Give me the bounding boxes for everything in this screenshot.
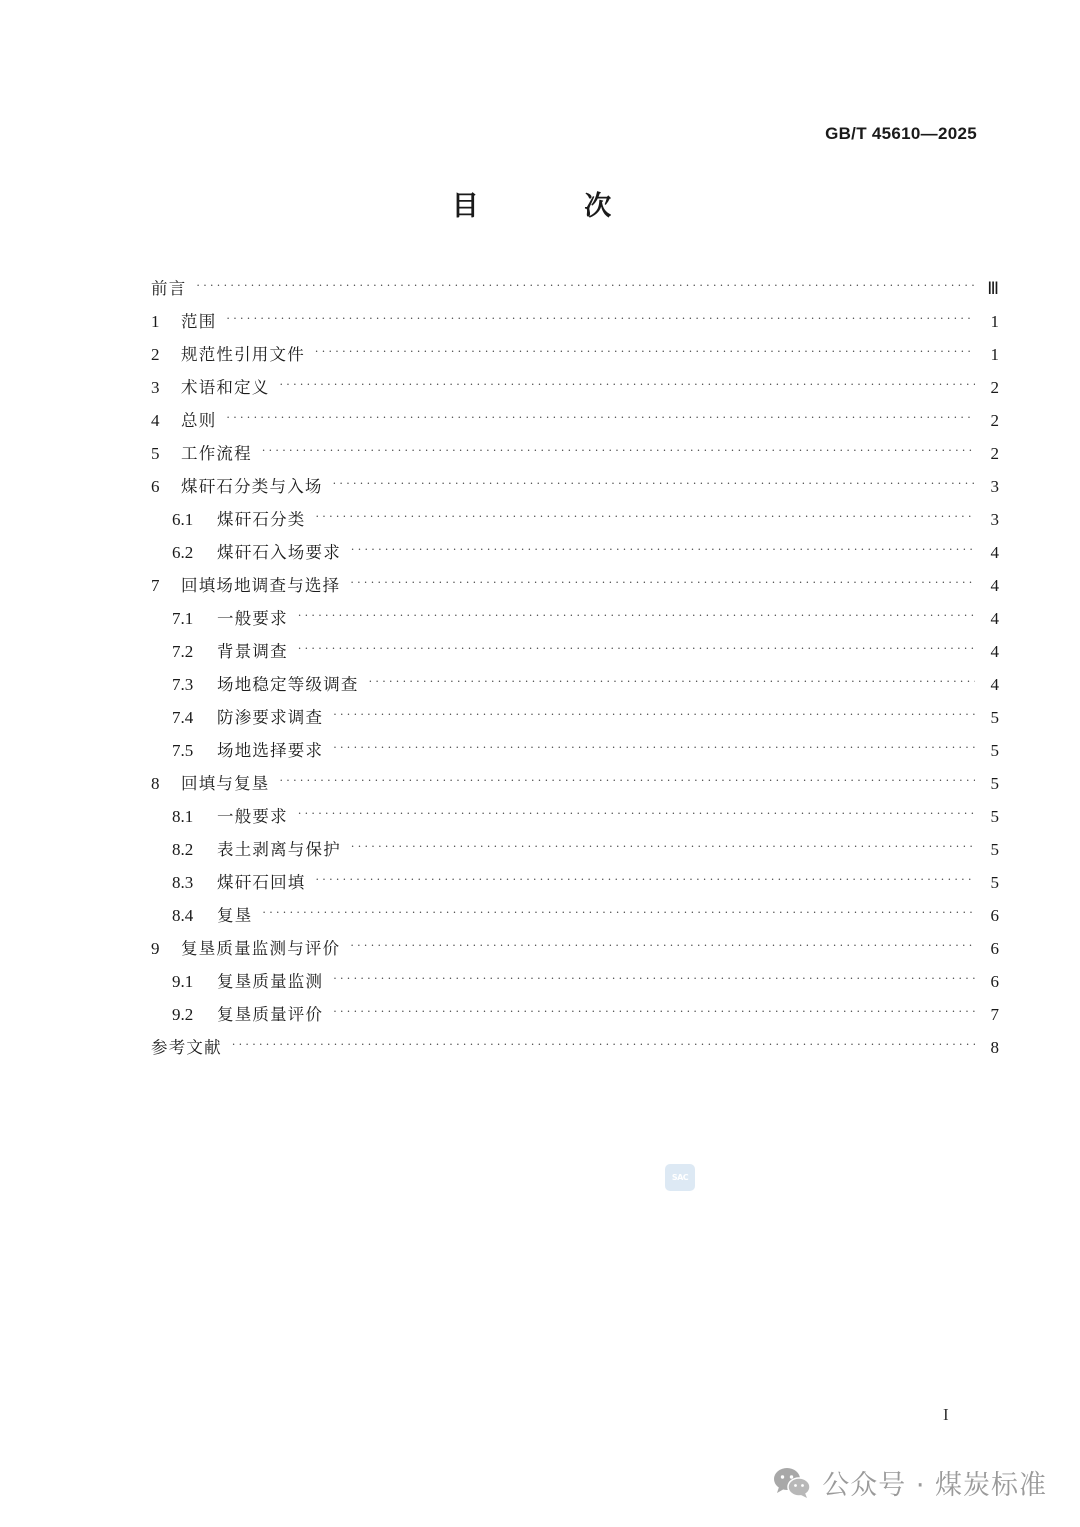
toc-entry[interactable] <box>151 899 999 932</box>
toc-entry-title: 工作流程 <box>181 444 252 463</box>
toc-entry-title: 煤矸石回填 <box>217 873 306 892</box>
toc-entry-page: 4 <box>990 642 999 661</box>
toc-entry[interactable] <box>151 404 999 437</box>
toc-entry-page: 5 <box>990 873 999 892</box>
toc-entry-number: 7 <box>151 576 160 595</box>
toc-entry-page: 4 <box>990 609 999 628</box>
toc-entry-page: 5 <box>990 840 999 859</box>
toc-entry-number: 7.2 <box>172 642 194 661</box>
toc-entry[interactable] <box>151 569 999 602</box>
toc-dot-leader <box>196 269 975 302</box>
toc-entry-page: 4 <box>990 675 999 694</box>
toc-list <box>151 272 999 1064</box>
toc-entry-page: 2 <box>990 444 999 463</box>
toc-entry-page: 2 <box>990 378 999 397</box>
toc-entry-number: 8.3 <box>172 873 194 892</box>
toc-entry[interactable] <box>151 437 999 470</box>
toc-entry-number: 6 <box>151 477 160 496</box>
toc-dot-leader <box>351 533 975 566</box>
toc-entry-number: 8.2 <box>172 840 194 859</box>
toc-entry[interactable] <box>151 932 999 965</box>
toc-entry-number: 8 <box>151 774 160 793</box>
toc-dot-leader <box>315 335 975 368</box>
toc-entry[interactable] <box>151 833 999 866</box>
toc-entry-page: 2 <box>990 411 999 430</box>
toc-entry-number: 5 <box>151 444 160 463</box>
toc-dot-leader <box>298 632 975 665</box>
toc-entry-number: 8.4 <box>172 906 194 925</box>
toc-dot-leader <box>298 797 975 830</box>
toc-entry-page: 5 <box>990 708 999 727</box>
toc-entry-page: 4 <box>990 576 999 595</box>
toc-entry-page: 5 <box>990 774 999 793</box>
toc-entry[interactable] <box>151 470 999 503</box>
toc-entry-title: 表土剥离与保护 <box>217 840 341 859</box>
toc-entry-title: 场地稳定等级调查 <box>217 675 359 694</box>
toc-entry-number: 3 <box>151 378 160 397</box>
toc-dot-leader <box>350 929 975 962</box>
toc-entry-page: 6 <box>990 906 999 925</box>
toc-entry-title: 煤矸石入场要求 <box>217 543 341 562</box>
toc-entry-number: 2 <box>151 345 160 364</box>
toc-dot-leader <box>298 599 975 632</box>
toc-entry[interactable] <box>151 668 999 701</box>
wechat-account-label: 公众号 · 煤炭标准 <box>822 1470 1047 1501</box>
toc-entry[interactable] <box>151 503 999 536</box>
toc-entry-page: 1 <box>990 312 999 331</box>
toc-entry-number: 6.1 <box>172 510 194 529</box>
toc-entry-title: 煤矸石分类与入场 <box>181 477 323 496</box>
toc-entry-page: 6 <box>990 972 999 991</box>
toc-entry-page: 3 <box>990 477 999 496</box>
toc-entry[interactable] <box>151 965 999 998</box>
toc-dot-leader <box>350 566 975 599</box>
toc-entry-number: 9.2 <box>172 1005 194 1024</box>
toc-entry-page: 1 <box>990 345 999 364</box>
page-number: I <box>943 1405 949 1424</box>
toc-entry-title: 一般要求 <box>217 807 288 826</box>
toc-entry-number: 9.1 <box>172 972 194 991</box>
toc-dot-leader <box>262 896 975 929</box>
toc-entry-number: 6.2 <box>172 543 194 562</box>
toc-entry[interactable] <box>151 998 999 1031</box>
toc-entry-title: 一般要求 <box>217 609 288 628</box>
wechat-account-watermark <box>772 1463 1047 1502</box>
toc-dot-leader <box>369 665 975 698</box>
toc-entry[interactable] <box>151 701 999 734</box>
toc-entry[interactable] <box>151 734 999 767</box>
toc-entry-title: 复垦质量评价 <box>217 1005 324 1024</box>
toc-entry-number: 8.1 <box>172 807 194 826</box>
toc-entry-title: 总则 <box>181 411 217 430</box>
toc-entry-title: 参考文献 <box>151 1038 222 1057</box>
toc-entry-page: 4 <box>990 543 999 562</box>
toc-entry-page: 5 <box>990 807 999 826</box>
toc-entry[interactable] <box>151 635 999 668</box>
toc-dot-leader <box>280 368 976 401</box>
toc-dot-leader <box>333 962 975 995</box>
toc-entry[interactable] <box>151 800 999 833</box>
toc-entry-number: 4 <box>151 411 160 430</box>
toc-entry[interactable] <box>151 371 999 404</box>
toc-entry-title: 防渗要求调查 <box>217 708 324 727</box>
toc-entry-title: 煤矸石分类 <box>217 510 306 529</box>
toc-entry[interactable] <box>151 536 999 569</box>
toc-entry-number: 1 <box>151 312 160 331</box>
sac-logo-watermark: SAC <box>665 1164 695 1191</box>
toc-dot-leader <box>316 500 976 533</box>
toc-entry-title: 范围 <box>181 312 217 331</box>
toc-entry-number: 7.3 <box>172 675 194 694</box>
toc-entry-title: 背景调查 <box>217 642 288 661</box>
toc-entry-page: 5 <box>990 741 999 760</box>
standard-code: GB/T 45610—2025 <box>825 124 977 143</box>
toc-entry-page: Ⅲ <box>987 279 999 298</box>
toc-dot-leader <box>226 302 975 335</box>
toc-dot-leader <box>333 698 975 731</box>
toc-dot-leader <box>351 830 975 863</box>
toc-dot-leader <box>232 1028 975 1061</box>
toc-entry-title: 术语和定义 <box>181 378 270 397</box>
toc-entry[interactable] <box>151 1031 999 1064</box>
toc-dot-leader <box>262 434 975 467</box>
toc-dot-leader <box>333 467 975 500</box>
toc-dot-leader <box>333 731 975 764</box>
toc-entry-title: 回填与复垦 <box>181 774 270 793</box>
toc-entry[interactable] <box>151 272 999 305</box>
toc-entry-title: 复垦 <box>217 906 253 925</box>
toc-entry-title: 复垦质量监测 <box>217 972 324 991</box>
toc-dot-leader <box>226 401 975 434</box>
toc-dot-leader <box>333 995 975 1028</box>
toc-entry-title: 前言 <box>151 279 187 298</box>
toc-entry-number: 9 <box>151 939 160 958</box>
toc-entry-page: 8 <box>990 1038 999 1057</box>
toc-dot-leader <box>316 863 976 896</box>
toc-entry-page: 6 <box>990 939 999 958</box>
toc-entry-number: 7.5 <box>172 741 194 760</box>
toc-entry-title: 场地选择要求 <box>217 741 324 760</box>
toc-entry[interactable] <box>151 338 999 371</box>
toc-entry-number: 7.1 <box>172 609 194 628</box>
toc-entry-page: 3 <box>990 510 999 529</box>
toc-entry-title: 回填场地调查与选择 <box>181 576 341 595</box>
toc-entry[interactable] <box>151 866 999 899</box>
toc-entry-number: 7.4 <box>172 708 194 727</box>
toc-entry[interactable] <box>151 767 999 800</box>
toc-entry[interactable] <box>151 305 999 338</box>
toc-dot-leader <box>280 764 976 797</box>
toc-entry-title: 规范性引用文件 <box>181 345 305 364</box>
toc-title: 目 次 <box>451 191 660 222</box>
toc-entry[interactable] <box>151 602 999 635</box>
toc-entry-page: 7 <box>990 1005 999 1024</box>
toc-entry-title: 复垦质量监测与评价 <box>181 939 341 958</box>
wechat-icon <box>772 1466 812 1500</box>
